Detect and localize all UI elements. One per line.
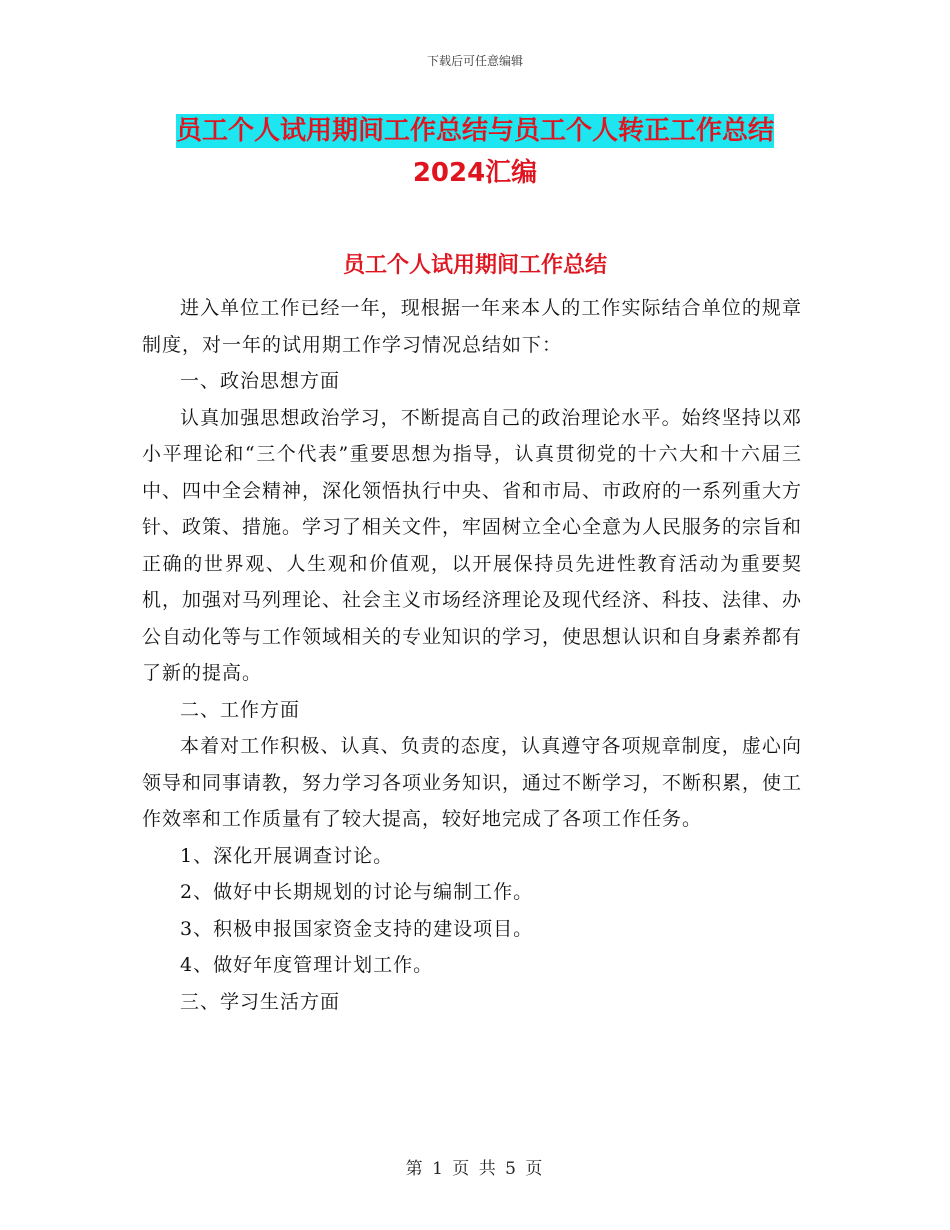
paragraph-political: 认真加强思想政治学习，不断提高自己的政治理论水平。始终坚持以邓小平理论和“三个代表”重要思想为指导，认真贯彻党的十六大和十六届三中、四中全会精神，深化领悟执行中央、省和市局、市政府的一系列重大方针、政策、措施。学习了相关文件，牢固树立全心全意为人民服务的宗旨和正确的世界观、人生观和价值观，以开展保持员先进性教育活动为重要契机，加强对马列理论、社会主义市场经济理论及现代经济、科技、法律、办公自动化等与工作领域相关的专业知识的学习，使思想认识和自身素养都有了新的提高。	[142, 406, 803, 684]
document-title	[140, 110, 810, 194]
heading-study-life: 三、学习生活方面	[180, 990, 341, 1013]
section-title: 员工个人试用期间工作总结	[342, 253, 607, 278]
paragraph-intro: 进入单位工作已经一年，现根据一年来本人的工作实际结合单位的规章制度，对一年的试用期工作学习情况总结如下：	[142, 297, 802, 356]
paragraph-work: 本着对工作积极、认真、负责的态度，认真遵守各项规章制度，虚心向领导和同事请教，努力学习各项业务知识，通过不断学习，不断积累，使工作效率和工作质量有了较大提高，较好地完成了各项工作任务。	[142, 735, 803, 830]
document-title-line2: 2024汇编	[412, 158, 538, 188]
list-item: 1、深化开展调查讨论。	[180, 844, 394, 867]
header-note: 下载后可任意编辑	[426, 54, 523, 68]
list-item: 3、积极申报国家资金支持的建设项目。	[180, 917, 534, 940]
list-item: 2、做好中长期规划的讨论与编制工作。	[180, 881, 534, 903]
heading-work: 二、工作方面	[180, 698, 301, 721]
page-footer: 第 1 页 共 5 页	[405, 1159, 545, 1179]
document-body	[142, 290, 802, 1020]
document-title-line1: 员工个人试用期间工作总结与员工个人转正工作总结	[175, 116, 774, 146]
heading-political: 一、政治思想方面	[180, 370, 341, 392]
list-item: 4、做好年度管理计划工作。	[180, 954, 434, 976]
